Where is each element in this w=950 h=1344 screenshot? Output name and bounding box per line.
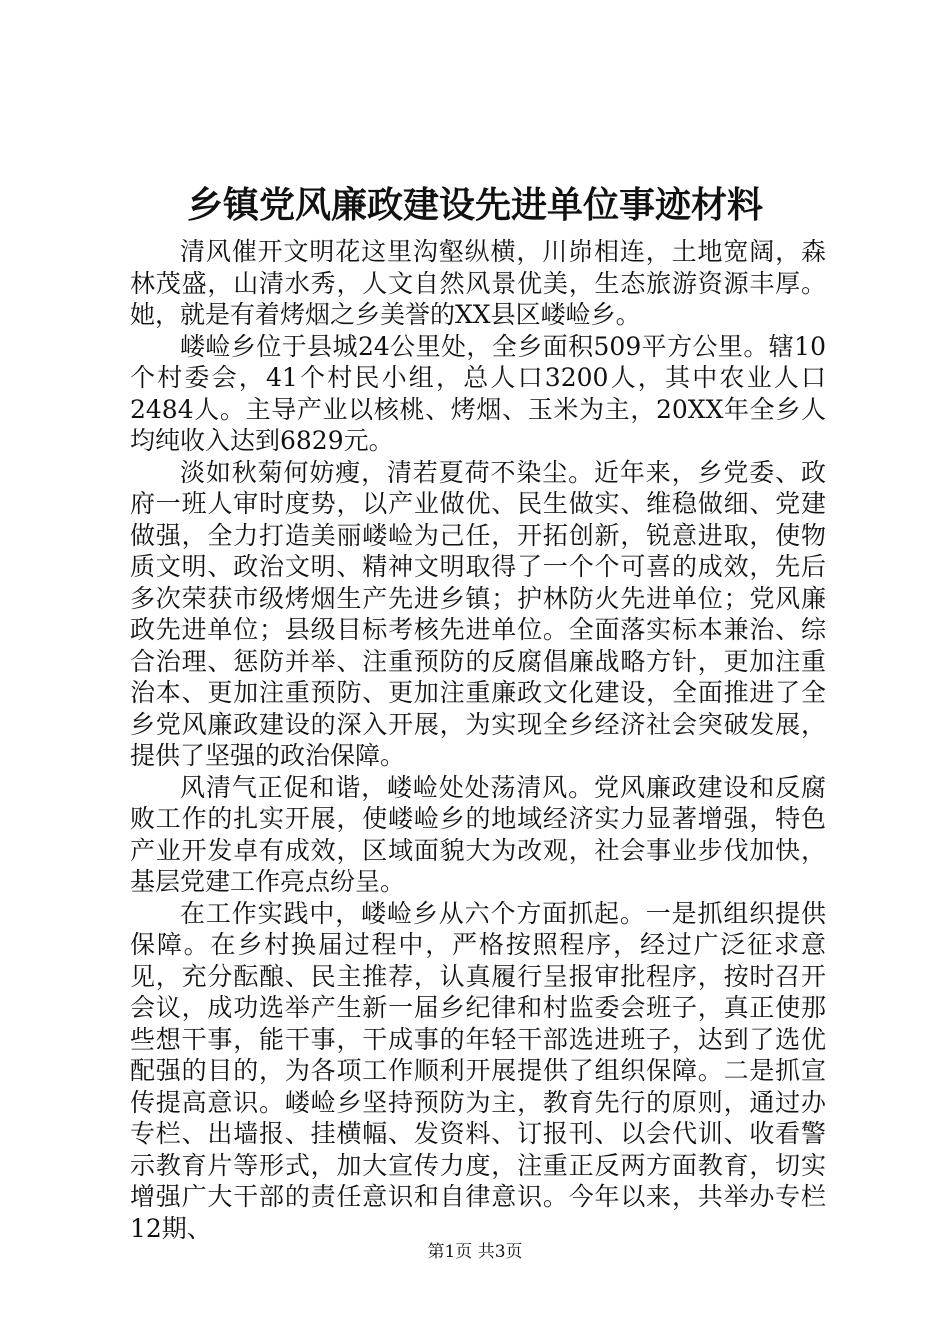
page-footer: 第1页 共3页: [427, 1242, 523, 1262]
paragraph: 在工作实践中，嵝崄乡从六个方面抓起。一是抓组织提供保障。在乡村换届过程中，严格按照程序，经过广泛征求意见，充分酝酿、民主推荐，认真履行呈报审批程序，按时召开会议，成功选举产生新一届乡纪律和村监委会班子，真正使那些想干事，能干事，干成事的年轻干部选进班子，达到了选优配强的目的，为各项工作顺利开展提供了组织保障。二是抓宣传提高意识。嵝崄乡坚持预防为主，教育先行的原则，通过办专栏、出墙报、挂横幅、发资料、订报刊、以会代训、收看警示教育片等形式，加大宣传力度，注重正反两方面教育，切实增强广大干部的责任意识和自律意识。今年以来，共举办专栏12期、: [130, 898, 826, 1243]
paragraph: 清风催开文明花这里沟壑纵横，川峁相连，土地宽阔，森林茂盛，山清水秀，人文自然风景优美，生态旅游资源丰厚。她，就是有着烤烟之乡美誉的XX县区嵝崄乡。: [130, 237, 826, 329]
document-title: 乡镇党风廉政建设先进单位事迹材料: [186, 184, 763, 226]
document-body: [130, 236, 826, 1244]
paragraph: 嵝崄乡位于县城24公里处，全乡面积509平方公里。辖10个村委会，41个村民小组，总人口3200人，其中农业人口2484人。主导产业以核桃、烤烟、玉米为主，20XX年全乡人均纯收入达到6829元。: [130, 331, 826, 455]
paragraph: 风清气正促和谐，嵝崄处处荡清风。党风廉政建设和反腐败工作的扎实开展，使嵝崄乡的地域经济实力显著增强，特色产业开发卓有成效，区域面貌大为改观，社会事业步伐加快，基层党建工作亮点纷呈。: [130, 772, 826, 896]
paragraph: 淡如秋菊何妨瘦，清若夏荷不染尘。近年来，乡党委、政府一班人审时度势，以产业做优、民生做实、维稳做细、党建做强，全力打造美丽嵝崄为己任，开拓创新，锐意进取，使物质文明、政治文明、精神文明取得了一个个可喜的成效，先后多次荣获市级烤烟生产先进乡镇；护林防火先进单位；党风廉政先进单位；县级目标考核先进单位。全面落实标本兼治、综合治理、惩防并举、注重预防的反腐倡廉战略方针，更加注重治本、更加注重预防、更加注重廉政文化建设，全面推进了全乡党风廉政建设的深入开展，为实现全乡经济社会突破发展，提供了坚强的政治保障。: [130, 457, 826, 770]
